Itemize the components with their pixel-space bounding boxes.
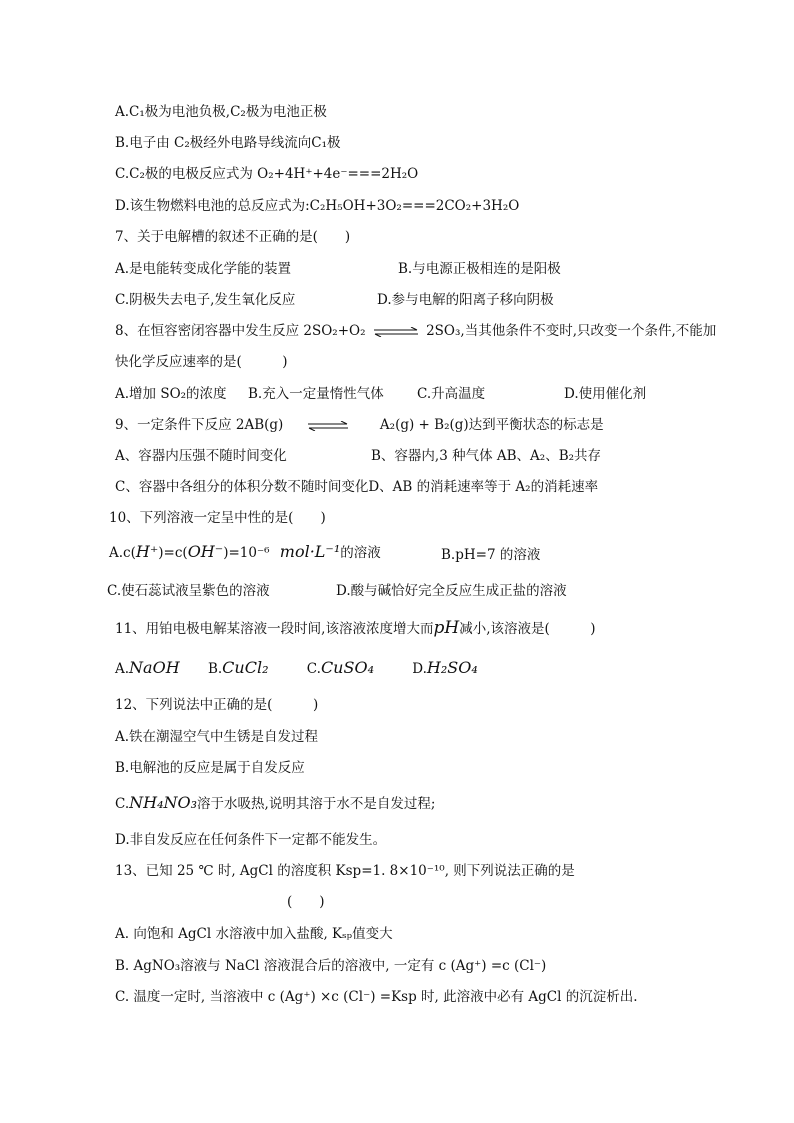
option-6a: A.C₁极为电池负极,C₂极为电池正极 <box>115 104 327 120</box>
option-10b: B.pH=7 的溶液 <box>441 547 541 563</box>
option-6c: C.C₂极的电极反应式为 O₂+4H⁺+4e⁻===2H₂O <box>115 166 419 182</box>
option-12c <box>115 794 435 813</box>
option-11b-label: B. <box>207 661 223 677</box>
option-11c-label: C. <box>306 661 321 677</box>
equilibrium-arrow-icon <box>374 327 418 337</box>
option-9b: B、容器内,3 种气体 AB、A₂、B₂共存 <box>371 448 602 464</box>
option-12c-formula: NH₄NO₃ <box>129 793 198 812</box>
option-9c-text: C、容器中各组分的体积分数不随时间变化 <box>115 479 369 495</box>
option-8d: D.使用催化剂 <box>564 386 647 402</box>
option-11a-label: A. <box>115 661 130 677</box>
question-9-pre: 9、一定条件下反应 2AB(g) <box>115 417 284 433</box>
option-8c: C.升高温度 <box>417 386 486 402</box>
option-13b: B. AgNO₃溶液与 NaCl 溶液混合后的溶液中, 一定有 c (Ag⁺) =c (Cl⁻) <box>115 958 547 974</box>
question-9-post: A₂(g) + B₂(g)达到平衡状态的标志是 <box>379 417 604 433</box>
option-11d: H₂SO₄ <box>426 658 478 677</box>
option-7a: A.是电能转变成化学能的装置 <box>115 261 292 277</box>
question-8-post: 2SO₃,当其他条件不变时,只改变一个条件,不能加 <box>426 323 717 339</box>
option-9c <box>115 478 598 496</box>
option-8b: B.充入一定量惰性气体 <box>248 386 384 402</box>
options-11 <box>115 659 478 678</box>
question-13: 13、已知 25 ℃ 时, AgCl 的溶度积 Ksp=1. 8×10⁻¹⁰, 则下列说法正确的是 <box>115 863 575 879</box>
question-8-pre: 8、在恒容密闭容器中发生反应 2SO₂+O₂ <box>115 323 366 339</box>
question-8 <box>115 322 716 340</box>
option-12c-text: 溶于水吸热,说明其溶于水不是自发过程; <box>197 796 436 812</box>
option-10a-mid: )=c( <box>158 545 188 561</box>
option-10a-h: H⁺ <box>135 542 159 561</box>
question-11-ph: pH <box>433 618 460 638</box>
option-10d: D.酸与碱恰好完全反应生成正盐的溶液 <box>336 583 567 599</box>
option-7d: D.参与电解的阳离子移向阴极 <box>377 292 554 308</box>
equilibrium-arrow-icon <box>308 421 348 431</box>
question-9 <box>115 416 604 434</box>
option-13c: C. 温度一定时, 当溶液中 c (Ag⁺) ×c (Cl⁻) =Ksp 时, 此溶液中必有 AgCl 的沉淀析出. <box>115 989 638 1005</box>
option-6b: B.电子由 C₂极经外电路导线流向C₁极 <box>115 135 341 151</box>
option-6d: D.该生物燃料电池的总反应式为:C₂H₅OH+3O₂===2CO₂+3H₂O <box>115 198 520 214</box>
option-12c-label: C. <box>115 796 130 812</box>
option-10c: C.使石蕊试液呈紫色的溶液 <box>107 583 270 599</box>
option-7c: C.阴极失去电子,发生氧化反应 <box>115 292 296 308</box>
option-11b: CuCl₂ <box>222 658 269 677</box>
option-11a: NaOH <box>129 658 180 677</box>
option-12a: A.铁在潮湿空气中生锈是自发过程 <box>115 729 319 745</box>
option-10a-pre: A.c( <box>109 545 136 561</box>
question-12: 12、下列说法中正确的是( ) <box>115 697 319 713</box>
option-10a-oh: OH⁻ <box>187 542 224 561</box>
option-8a: A.增加 SO₂的浓度 <box>115 386 227 402</box>
option-7b: B.与电源正极相连的是阳极 <box>398 261 561 277</box>
question-13-paren: ( ) <box>287 894 325 910</box>
question-7: 7、关于电解槽的叙述不正确的是( ) <box>115 229 351 245</box>
option-12b: B.电解池的反应是属于自发反应 <box>115 760 305 776</box>
option-11c: CuSO₄ <box>320 658 374 677</box>
question-11-pre: 11、用铂电极电解某溶液一段时间,该溶液浓度增大而 <box>115 621 434 637</box>
option-10a-unit: mol·L⁻¹ <box>279 542 341 561</box>
option-10a-eq: )=10⁻⁶ <box>223 545 270 561</box>
option-10a <box>109 543 381 562</box>
option-9a: A、容器内压强不随时间变化 <box>115 448 287 464</box>
option-13a: A. 向饱和 AgCl 水溶液中加入盐酸, Kₛₚ值变大 <box>115 926 393 942</box>
question-8-cont: 快化学反应速率的是( ) <box>115 354 288 370</box>
question-10: 10、下列溶液一定呈中性的是( ) <box>109 510 326 526</box>
option-9d: D、AB 的消耗速率等于 A₂的消耗速率 <box>368 479 599 495</box>
option-10a-post: 的溶液 <box>340 545 381 561</box>
option-11d-label: D. <box>412 661 427 677</box>
question-11 <box>115 619 596 638</box>
option-12d: D.非自发反应在任何条件下一定都不能发生。 <box>115 832 387 848</box>
question-11-post: 减小,该溶液是( ) <box>459 621 596 637</box>
